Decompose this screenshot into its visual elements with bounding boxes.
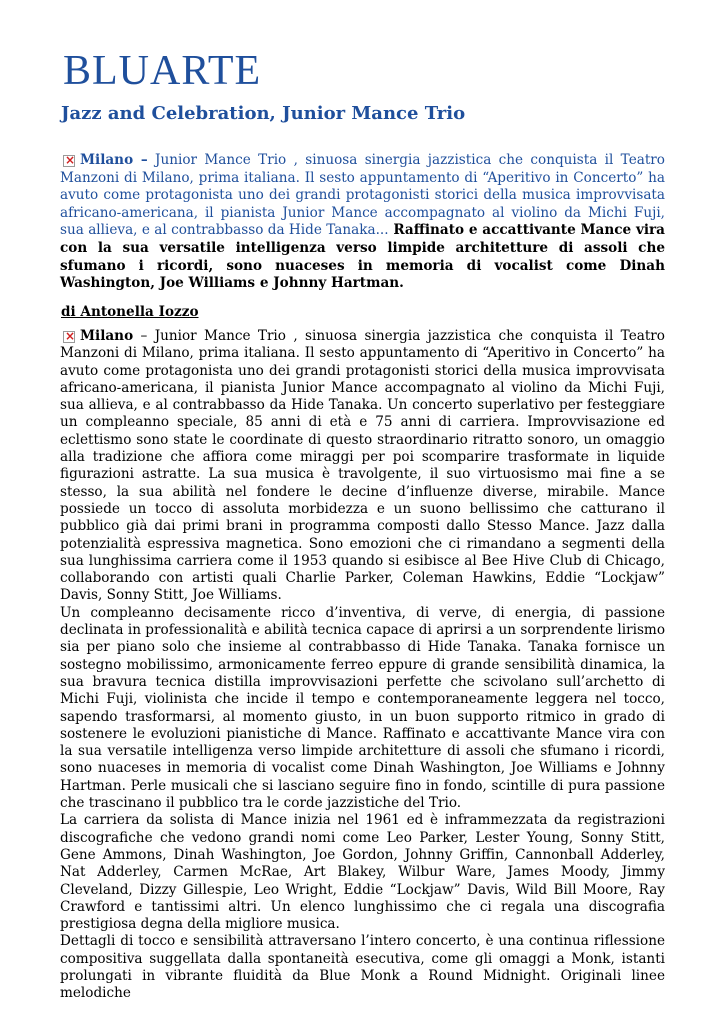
lead-place: Milano – bbox=[80, 152, 148, 168]
site-logo[interactable]: BLUARTE bbox=[63, 48, 262, 94]
byline: di Antonella Iozzo bbox=[61, 304, 199, 320]
broken-image-icon bbox=[63, 331, 75, 343]
lead-intro: Junior Mance Trio , sinuosa sinergia jazzistica che conquista il Teatro Manzoni di Milano, prima italiana. Il sesto appuntamento di “Aperitivo in Concerto” ha avuto come protagonista uno dei grandi protagonisti storici della musica improvvisata africano-americana, il pianista Junior Mance accompagnato al violino da Michi Fuji, sua allieva, e al contrabbasso da Hide Tanaka... bbox=[60, 152, 665, 239]
body-place: Milano bbox=[80, 328, 134, 344]
body-paragraph-4: Dettagli di tocco e sensibilità attraversano l’intero concerto, è una continua riflessione compositiva suggellata dalla spontaneità esecutiva, come gli omaggi a Monk, istanti prolungati in vibrante fluidità da Blue Monk a Round Midnight. Originali linee melodiche bbox=[60, 933, 665, 1002]
article-lead bbox=[60, 152, 665, 293]
body-paragraph-1 bbox=[60, 328, 665, 605]
body-paragraph-1-text: – Junior Mance Trio , sinuosa sinergia jazzistica che conquista il Teatro Manzoni di Milano, prima italiana. Il sesto appuntamento di “Aperitivo in Concerto” ha avuto come protagonista uno dei grandi protagonisti storici della musica improvvisata africano-americana, il pianista Junior Mance accompagnato al violino da Michi Fuji, sua allieva, e al contrabbasso da Hide Tanaka. Un concerto superlativo per festeggiare un compleanno speciale, 85 anni di età e 75 anni di carriera. Improvvisazione ed eclettismo sono state le coordinate di questo straordinario ritratto sonoro, un omaggio alla tradizione che affiora come miraggi per poi scomparire trasformate in liquide figurazioni astratte. La sua musica è travolgente, il suo virtuosismo mai fine a se stesso, la sua abilità nel fondere le decine d’influenze diverse, mirabile. Mance possiede un tocco di assoluta morbidezza e un suono bellissimo che catturano il pubblico già dai primi brani in programma composti dallo Stesso Mance. Jazz dalla potenzialità espressiva magnetica. Sono emozioni che ci rimandano a segmenti della sua lunghissima carriera come il 1953 quando si esibisce al Bee Hive Club di Chicago, collaborando con artisti quali Charlie Parker, Coleman Hawkins, Eddie “Lockjaw” Davis, Sonny Stitt, Joe Williams. bbox=[60, 328, 665, 604]
lead-highlight: Raffinato e accattivante Mance vira con la sua versatile intelligenza verso limpide architetture di assoli che sfumano i ricordi, sono nuaceses in memoria di vocalist come Dinah Washington, Joe Williams e Johnny Hartman. bbox=[60, 222, 665, 292]
body-paragraph-2: Un compleanno decisamente ricco d’inventiva, di verve, di energia, di passione declinata in professionalità e abilità tecnica capace di aprirsi a un sorprendente lirismo sia per piano solo che insieme al contrabbasso di Hide Tanaka. Tanaka fornisce un sostegno mobilissimo, armonicamente ferreo eppure di grande sensibilità dinamica, la sua bravura tecnica distilla improvvisazioni perfette che scivolano sull’archetto di Michi Fuji, violinista che incide il tempo e contemporaneamente leggera nel tocco, sapendo trasformarsi, al momento giusto, in un buon supporto ritmico in grado di sostenere le evoluzioni pianistiche di Mance. Raffinato e accattivante Mance vira con la sua versatile intelligenza verso limpide architetture di assoli che sfumano i ricordi, sono nuaceses in memoria di vocalist come Dinah Washington, Joe Williams e Johnny Hartman. Perle musicali che si lasciano seguire fino in fondo, scintille di pura passione che trascinano il pubblico tra le corde jazzistiche del Trio. bbox=[60, 604, 665, 812]
article-body bbox=[60, 328, 665, 1018]
broken-image-icon bbox=[63, 155, 75, 167]
body-paragraph-3: La carriera da solista di Mance inizia nel 1961 ed è inframmezzata da registrazioni discografiche che vedono grandi nomi come Leo Parker, Lester Young, Sonny Stitt, Gene Ammons, Dinah Washington, Joe Gordon, Johnny Griffin, Cannonball Adderley, Nat Adderley, Carmen McRae, Art Blakey, Wilbur Ware, James Moody, Jimmy Cleveland, Dizzy Gillespie, Leo Wright, Eddie “Lockjaw” Davis, Wild Bill Moore, Ray Crawford e tantissimi altri. Un elenco lunghissimo che ci regala una discografia prestigiosa degna della migliore musica. bbox=[60, 812, 665, 933]
article-title[interactable]: Jazz and Celebration, Junior Mance Trio bbox=[61, 103, 466, 124]
